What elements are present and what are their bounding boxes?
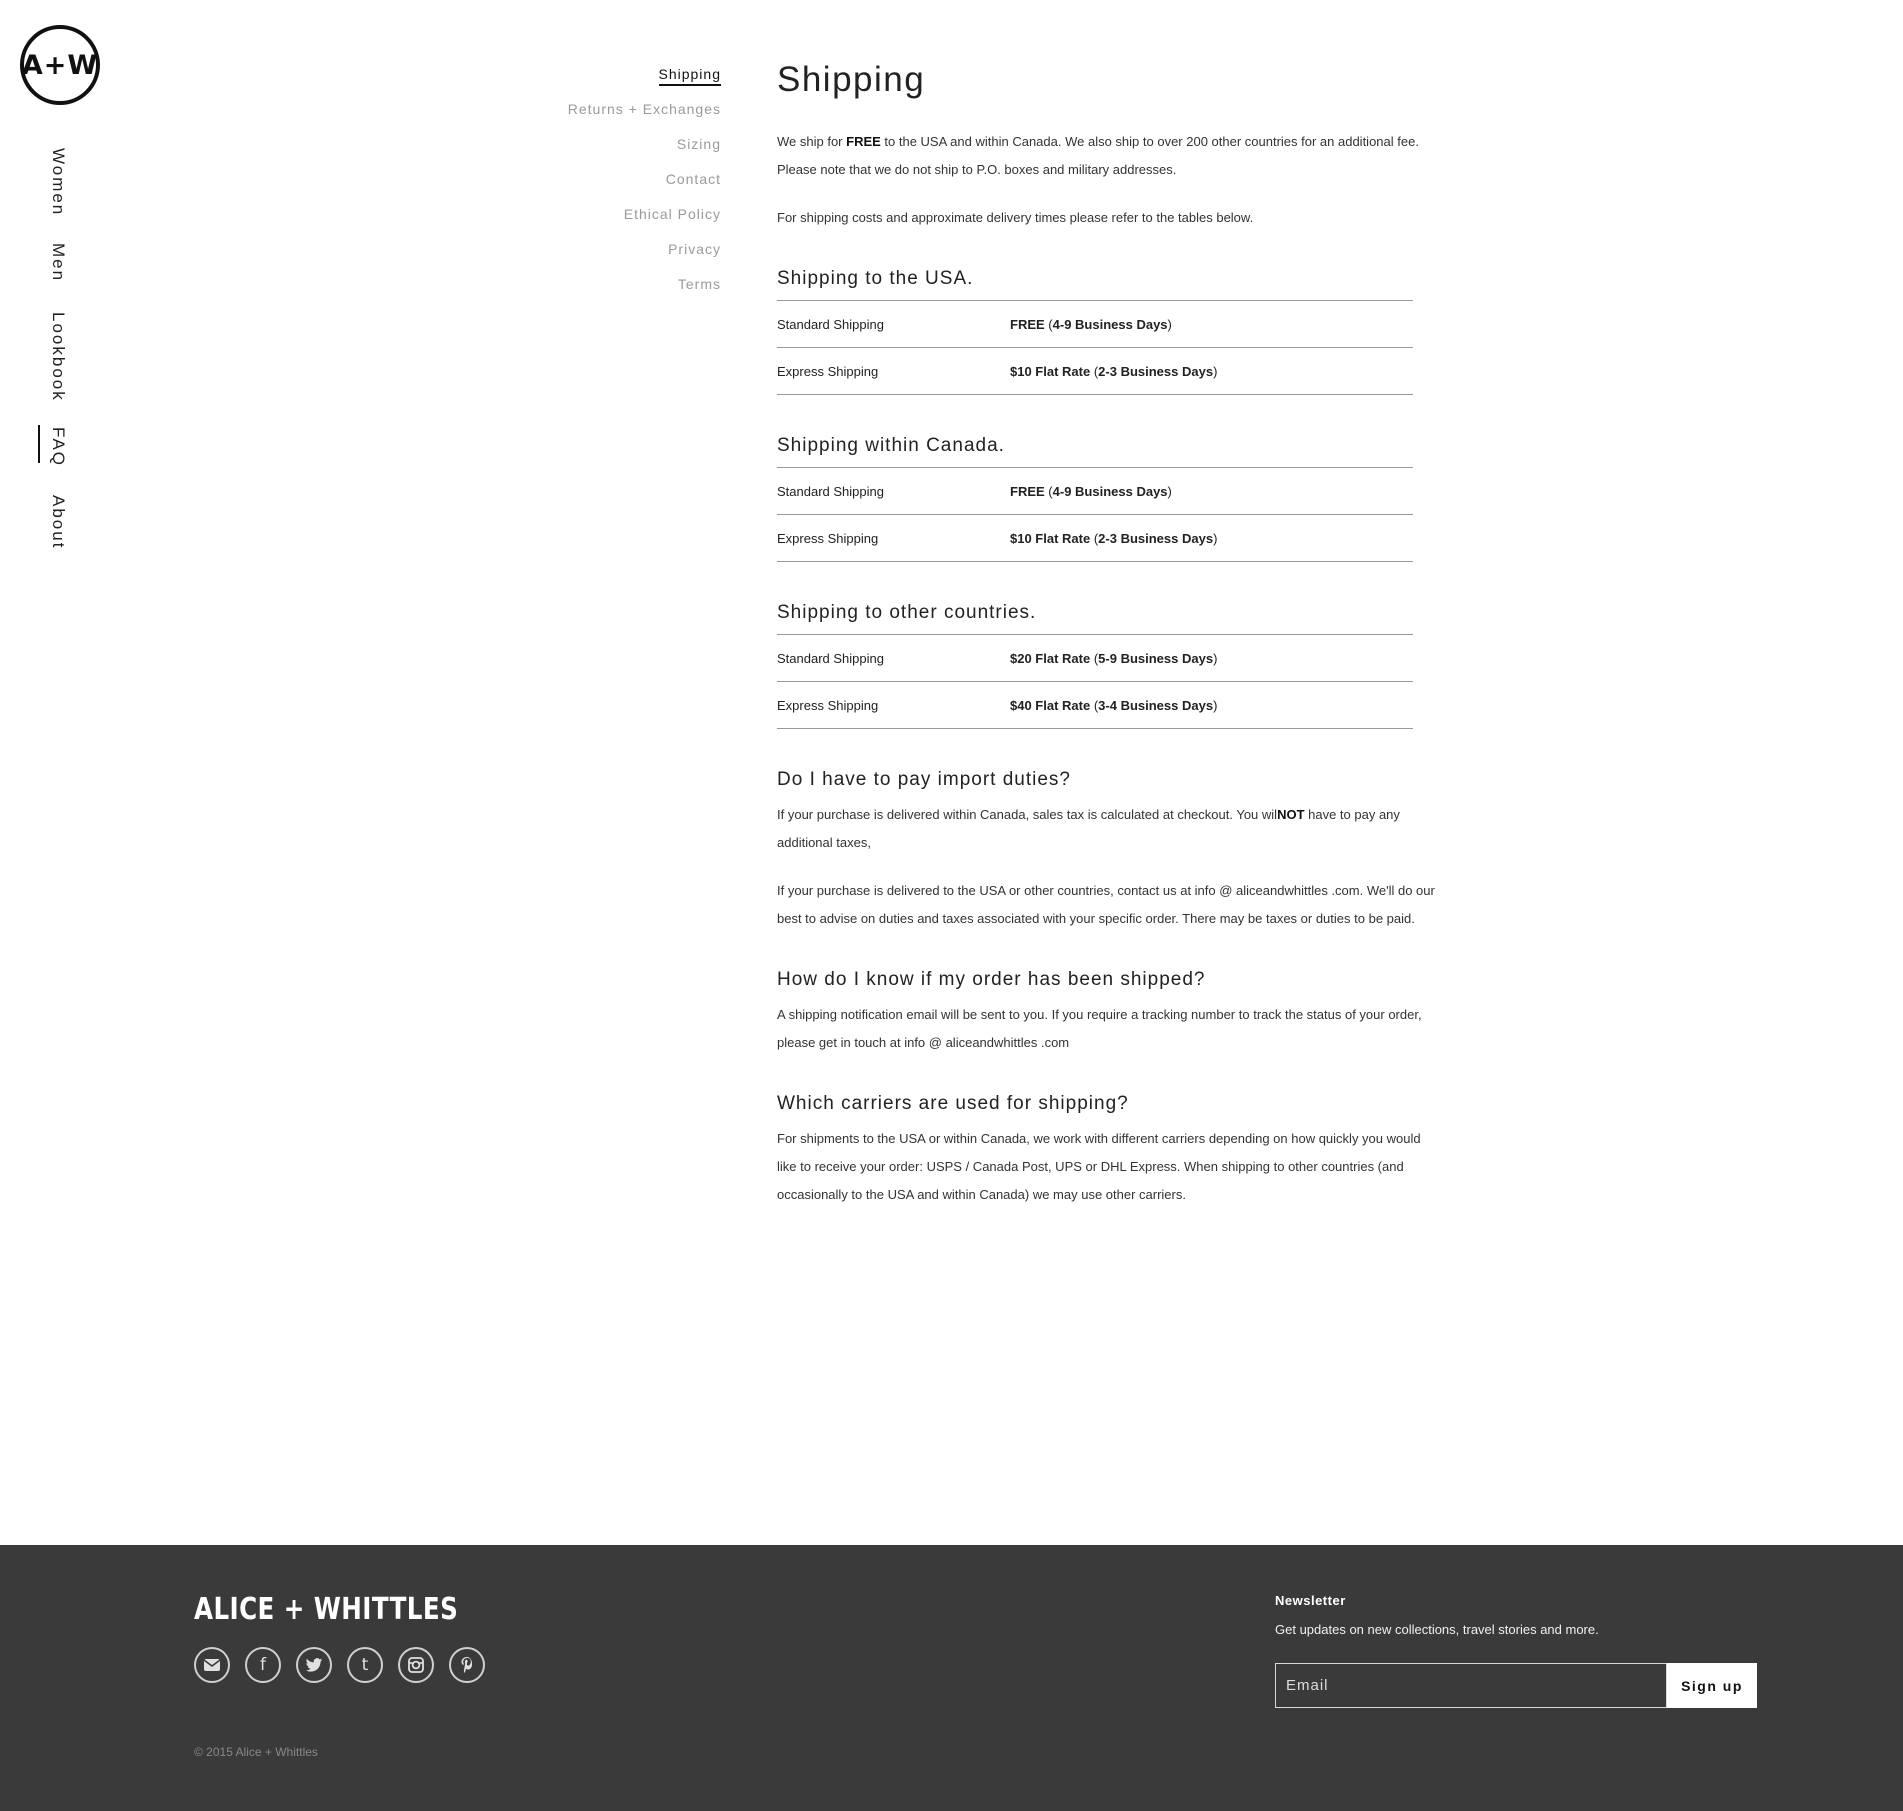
nav-about[interactable]: About: [49, 495, 68, 550]
main-content: [777, 60, 1437, 1209]
nav-faq[interactable]: FAQ: [49, 427, 68, 468]
logo[interactable]: [20, 25, 100, 105]
page-title: Shipping: [777, 60, 926, 99]
other-countries-shipping-table: [777, 634, 1413, 729]
copyright: © 2015 Alice + Whittles: [194, 1745, 318, 1759]
tumblr-icon[interactable]: t: [347, 1647, 383, 1683]
duties-title: Do I have to pay import duties?: [777, 769, 1071, 790]
usa-shipping-table: [777, 300, 1413, 395]
subnav-returns[interactable]: Returns + Exchanges: [567, 101, 721, 117]
logo-text: A+W: [21, 49, 99, 81]
carriers-paragraph: For shipments to the USA or within Canada, we work with different carriers depending on how quickly you would like to receive your order: USPS / Canada Post, UPS or DHL Express. When shipping to other countries (and occasionally to the USA and within Canada) we may use other carriers.: [777, 1131, 1421, 1202]
email-icon[interactable]: [194, 1647, 230, 1683]
table-row: Standard Shipping FREE (4-9 Business Days): [777, 468, 1413, 515]
intro-tables-note: For shipping costs and approximate delivery times please refer to the tables below.: [777, 210, 1254, 225]
subnav-shipping[interactable]: Shipping: [568, 64, 721, 99]
duties-paragraph-1: If your purchase is delivered within Canada, sales tax is calculated at checkout. You wilNOT have to pay any additional taxes,: [777, 807, 1400, 850]
pinterest-icon[interactable]: [449, 1647, 485, 1683]
table-row: Express Shipping $10 Flat Rate (2-3 Business Days): [777, 515, 1413, 562]
canada-shipping-table: [777, 467, 1413, 562]
table-row: Express Shipping $40 Flat Rate (3-4 Business Days): [777, 682, 1413, 729]
footer-brand-logo[interactable]: ALICE + WHITTLES: [194, 1592, 459, 1627]
order-shipped-paragraph: A shipping notification email will be sent to you. If you require a tracking number to track the status of your order, please get in touch at info @ aliceandwhittles .com: [777, 1007, 1422, 1050]
table-row: Standard Shipping FREE (4-9 Business Days): [777, 301, 1413, 348]
intro-paragraph: We ship for FREE to the USA and within Canada. We also ship to over 200 other countries for an additional fee. Please note that we do not ship to P.O. boxes and military addresses.: [777, 134, 1419, 177]
canada-shipping-title: Shipping within Canada.: [777, 435, 1005, 456]
faq-subnav: [568, 64, 721, 309]
sign-up-button[interactable]: Sign up: [1667, 1663, 1757, 1708]
other-countries-shipping-title: Shipping to other countries.: [777, 602, 1037, 623]
subnav-privacy[interactable]: Privacy: [668, 241, 721, 257]
order-shipped-title: How do I know if my order has been shipped?: [777, 969, 1206, 990]
nav-women[interactable]: Women: [49, 148, 68, 217]
subnav-sizing[interactable]: Sizing: [676, 136, 721, 152]
newsletter: [1275, 1593, 1757, 1708]
twitter-icon[interactable]: [296, 1647, 332, 1683]
table-row: Express Shipping $10 Flat Rate (2-3 Business Days): [777, 348, 1413, 395]
social-links: [194, 1647, 485, 1683]
email-input[interactable]: [1275, 1663, 1667, 1708]
table-row: Standard Shipping $20 Flat Rate (5-9 Business Days): [777, 635, 1413, 682]
subnav-contact[interactable]: Contact: [665, 171, 721, 187]
nav-men[interactable]: Men: [49, 243, 68, 283]
facebook-icon[interactable]: f: [245, 1647, 281, 1683]
footer: [0, 1545, 1903, 1811]
nav-lookbook[interactable]: Lookbook: [49, 312, 68, 402]
newsletter-form: [1275, 1663, 1757, 1708]
carriers-title: Which carriers are used for shipping?: [777, 1093, 1129, 1114]
subnav-terms[interactable]: Terms: [677, 276, 721, 292]
instagram-icon[interactable]: [398, 1647, 434, 1683]
newsletter-description: Get updates on new collections, travel stories and more.: [1275, 1622, 1599, 1637]
usa-shipping-title: Shipping to the USA.: [777, 268, 974, 289]
duties-paragraph-2: If your purchase is delivered to the USA or other countries, contact us at info @ aliceandwhittles .com. We'll do our best to advise on duties and taxes associated with your specific order. There may be taxes or duties to be paid.: [777, 883, 1435, 926]
subnav-ethical-policy[interactable]: Ethical Policy: [623, 206, 721, 222]
newsletter-title: Newsletter: [1275, 1593, 1346, 1608]
